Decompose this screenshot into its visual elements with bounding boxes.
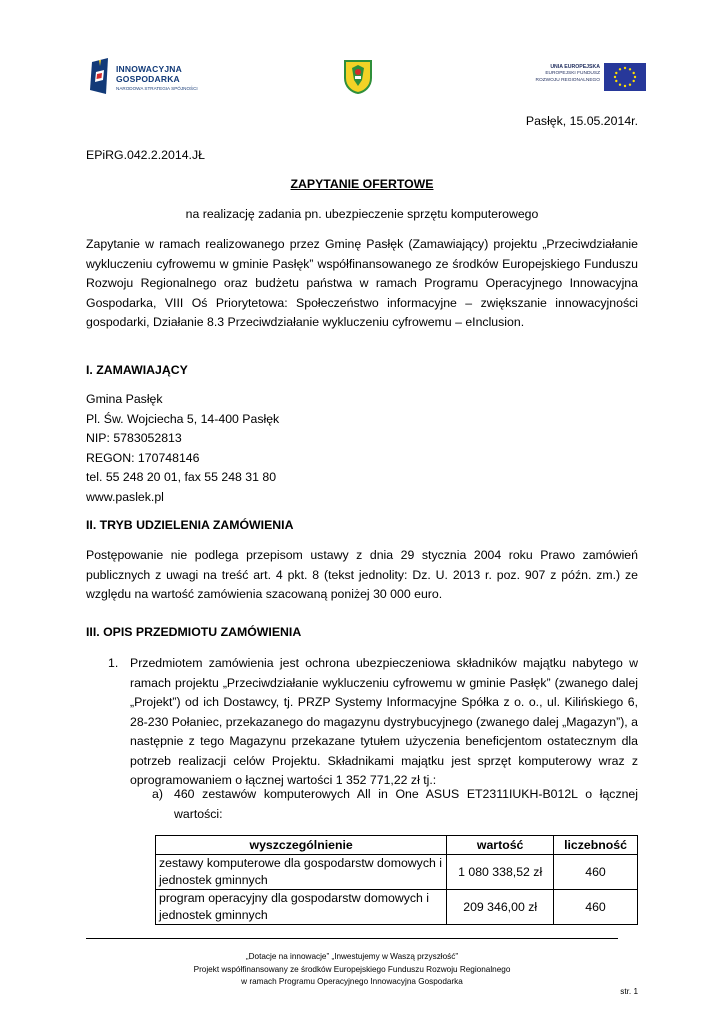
contractor-phone-fax: tel. 55 248 20 01, fax 55 248 31 80 [86,470,277,484]
contractor-regon: REGON: 170748146 [86,450,200,465]
sublist-label-a: a) [152,787,163,801]
eu-flag-icon [604,63,646,91]
page-number: str. 1 [620,987,638,996]
eu-erdf-logo [528,60,648,94]
document-title: ZAPYTANIE OFERTOWE [290,177,434,191]
table-cell: 209 346,00 zł [447,890,554,925]
contractor-website: www.paslek.pl [86,489,164,504]
ig-logo-line1: INNOWACYJNA [116,64,182,74]
place-and-date: Pasłęk, 15.05.2014r. [525,114,638,128]
footer-slogan: „Dotacje na innowacje” „Inwestujemy w Waszą przyszłość” [245,952,459,961]
contractor-address: Pl. Św. Wojciecha 5, 14-400 Pasłęk [86,411,280,426]
eu-logo-line1: UNIA EUROPEJSKA [550,64,600,70]
reference-number: EPiRG.042.2.2014.JŁ [86,148,205,162]
contractor-details [86,390,486,507]
table-row [156,890,638,925]
table-header-cell: wyszczególnienie [156,836,447,855]
table-header-cell: liczebność [554,836,638,855]
table-header-cell: wartość [447,836,554,855]
innowacyjna-gospodarka-logo [88,56,218,98]
order-description-paragraph: Przedmiotem zamówienia jest ochrona ubezpieczeniowa składników majątku nabytego w ramach projektu „Przeciwdziałanie wykluczeniu cyfrowemu w gminie Pasłęk” (zwanego dalej „Projekt”) od ich Dostawcy, tj. PRZP Systemy Informacyjne Spółka z o. o., ul. Kilińskiego 6, 28-230 Połaniec, przekazanego do magazynu dystrybucyjnego (zwanego dalej „Magazyn”), a następnie z tego Magazynu przekazane tytułem użyczenia beneficjentom ostatecznym dla potrzeb realizacji celów Projektu. Składnikami majątku jest sprzęt komputerowy wraz z oprogramowaniem o łącznej wartości 1 352 771,22 zł tj.: [130,656,638,787]
table-header-row [156,836,638,855]
ig-logo-line2: GOSPODARKA [116,74,180,84]
table-cell: 1 080 338,52 zł [447,855,554,890]
table-row [156,855,638,890]
table-cell: 460 [554,890,638,925]
section-heading-tryb: II. TRYB UDZIELENIA ZAMÓWIENIA [86,518,294,532]
paslek-coat-of-arms-icon [344,60,372,94]
contractor-nip: NIP: 5783052813 [86,431,182,445]
eu-logo-line3: ROZWOJU REGIONALNEGO [535,77,600,83]
contractor-name: Gmina Pasłęk [86,392,163,406]
footer-programme-line: w ramach Programu Operacyjnego Innowacyjna Gospodarka [241,977,463,986]
section-heading-zamawiajacy: I. ZAMAWIAJĄCY [86,363,188,377]
sublist-item-a: 460 zestawów komputerowych All in One ASUS ET2311IUKH-B012L o łącznej wartości: [174,787,638,821]
document-subtitle: na realizację zadania pn. ubezpieczenie sprzętu komputerowego [185,207,539,221]
table-cell: zestawy komputerowe dla gospodarstw domowych i jednostek gminnych [156,855,447,890]
page-footer [86,951,618,989]
footer-divider [86,938,618,939]
table-cell: program operacyjny dla gospodarstw domowych i jednostek gminnych [156,890,447,925]
innowacyjna-gospodarka-mark-icon [88,58,110,94]
list-number-1: 1. [108,656,119,670]
table-cell: 460 [554,855,638,890]
intro-paragraph: Zapytanie w ramach realizowanego przez Gminę Pasłęk (Zamawiający) projektu „Przeciwdziałanie wykluczeniu cyfrowemu w gminie Pasłęk” współfinansowanego ze środków Europejskiego Funduszu Rozwoju Regionalnego oraz budżetu państwa w ramach Programu Operacyjnego Innowacyjna Gospodarka, VIII Oś Priorytetowa: Społeczeństwo informacyjne – zwiększanie innowacyjności gospodarki, Działanie 8.3 Przeciwdziałanie wykluczeniu cyfrowemu – eInclusion. [86,237,638,329]
section-heading-opis: III. OPIS PRZEDMIOTU ZAMÓWIENIA [86,625,302,639]
procedure-paragraph: Postępowanie nie podlega przepisom ustawy z dnia 29 stycznia 2004 roku Prawo zamówień publicznych z uwagi na treść art. 4 pkt. 8 (tekst jednolity: Dz. U. 2013 r. poz. 907 z późn. zm.) ze względu na wartość zamówienia szacowaną poniżej 30 000 euro. [86,548,638,601]
footer-funding-line: Projekt współfinansowany ze środków Europejskiego Funduszu Rozwoju Regionalnego [193,964,511,974]
items-table [155,835,638,925]
ig-logo-subline: NARODOWA STRATEGIA SPÓJNOŚCI [116,86,198,91]
eu-logo-line2: EUROPEJSKI FUNDUSZ [545,71,600,77]
